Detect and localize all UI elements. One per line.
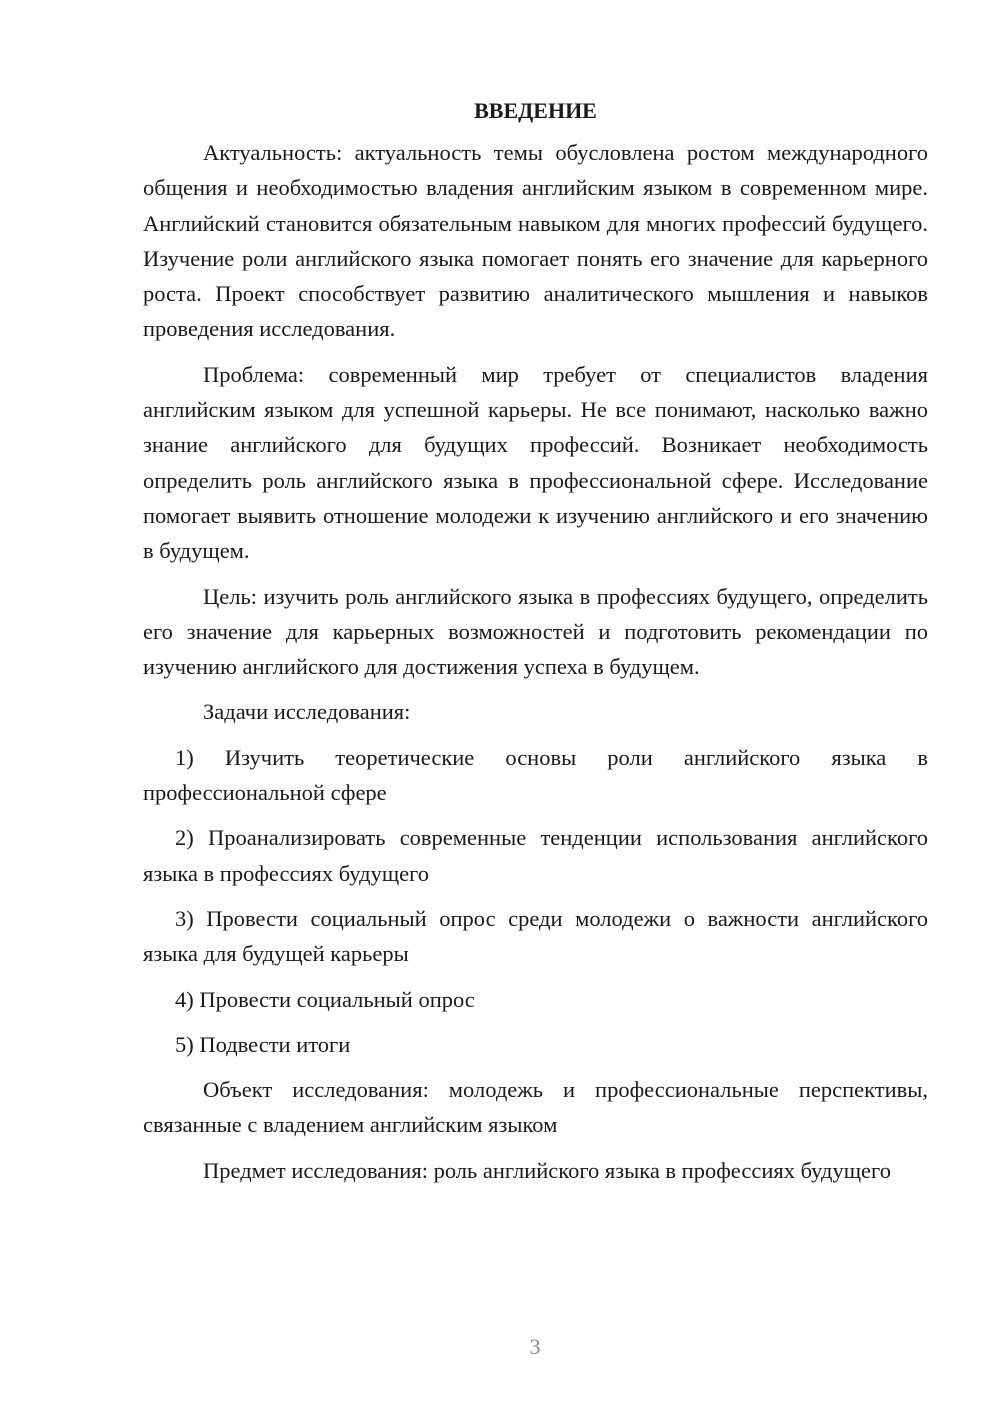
page-number: 3 (529, 1334, 541, 1359)
goal-paragraph: Цель: изучить роль английского языка в профессиях будущего, определить его значение для карьерных возможностей и подготовить рекомендации по изучению английского для достижения успеха в будущем. (143, 583, 928, 680)
subject-paragraph: Предмет исследования: роль английского языка в профессиях будущего (203, 1157, 891, 1183)
problem-paragraph: Проблема: современный мир требует от специалистов владения английским языком для успешной карьеры. Не все понимают, насколько важно знание английского для будущих профессий. Возникает необходимость определить роль английского языка в профессиональной сфере. Исследование помогает выявить отношение молодежи к изучению английского и его значению в будущем. (143, 361, 928, 564)
task-item-3: 3) Провести социальный опрос среди молодежи о важности английского языка для будущей карьеры (143, 905, 928, 967)
task-item-1: 1) Изучить теоретические основы роли английского языка в профессиональной сфере (143, 744, 928, 806)
task-item-2: 2) Проанализировать современные тенденции использования английского языка в профессиях будущего (143, 825, 928, 886)
task-item-5: 5) Подвести итоги (175, 1031, 351, 1057)
page-content (143, 95, 928, 1198)
task-item-4: 4) Провести социальный опрос (175, 986, 475, 1012)
tasks-heading: Задачи исследования: (203, 699, 411, 725)
object-paragraph: Объект исследования: молодежь и профессиональные перспективы, связанные с владением английским языком (143, 1077, 928, 1138)
section-title: ВВЕДЕНИЕ (474, 98, 597, 123)
relevance-paragraph: Актуальность: актуальность темы обусловлена ростом международного общения и необходимостью владения английским языком в современном мире. Английский становится обязательным навыком для многих профессий будущего. Изучение роли английского языка помогает понять его значение для карьерного роста. Проект способствует развитию аналитического мышления и навыков проведения исследования. (143, 140, 928, 342)
